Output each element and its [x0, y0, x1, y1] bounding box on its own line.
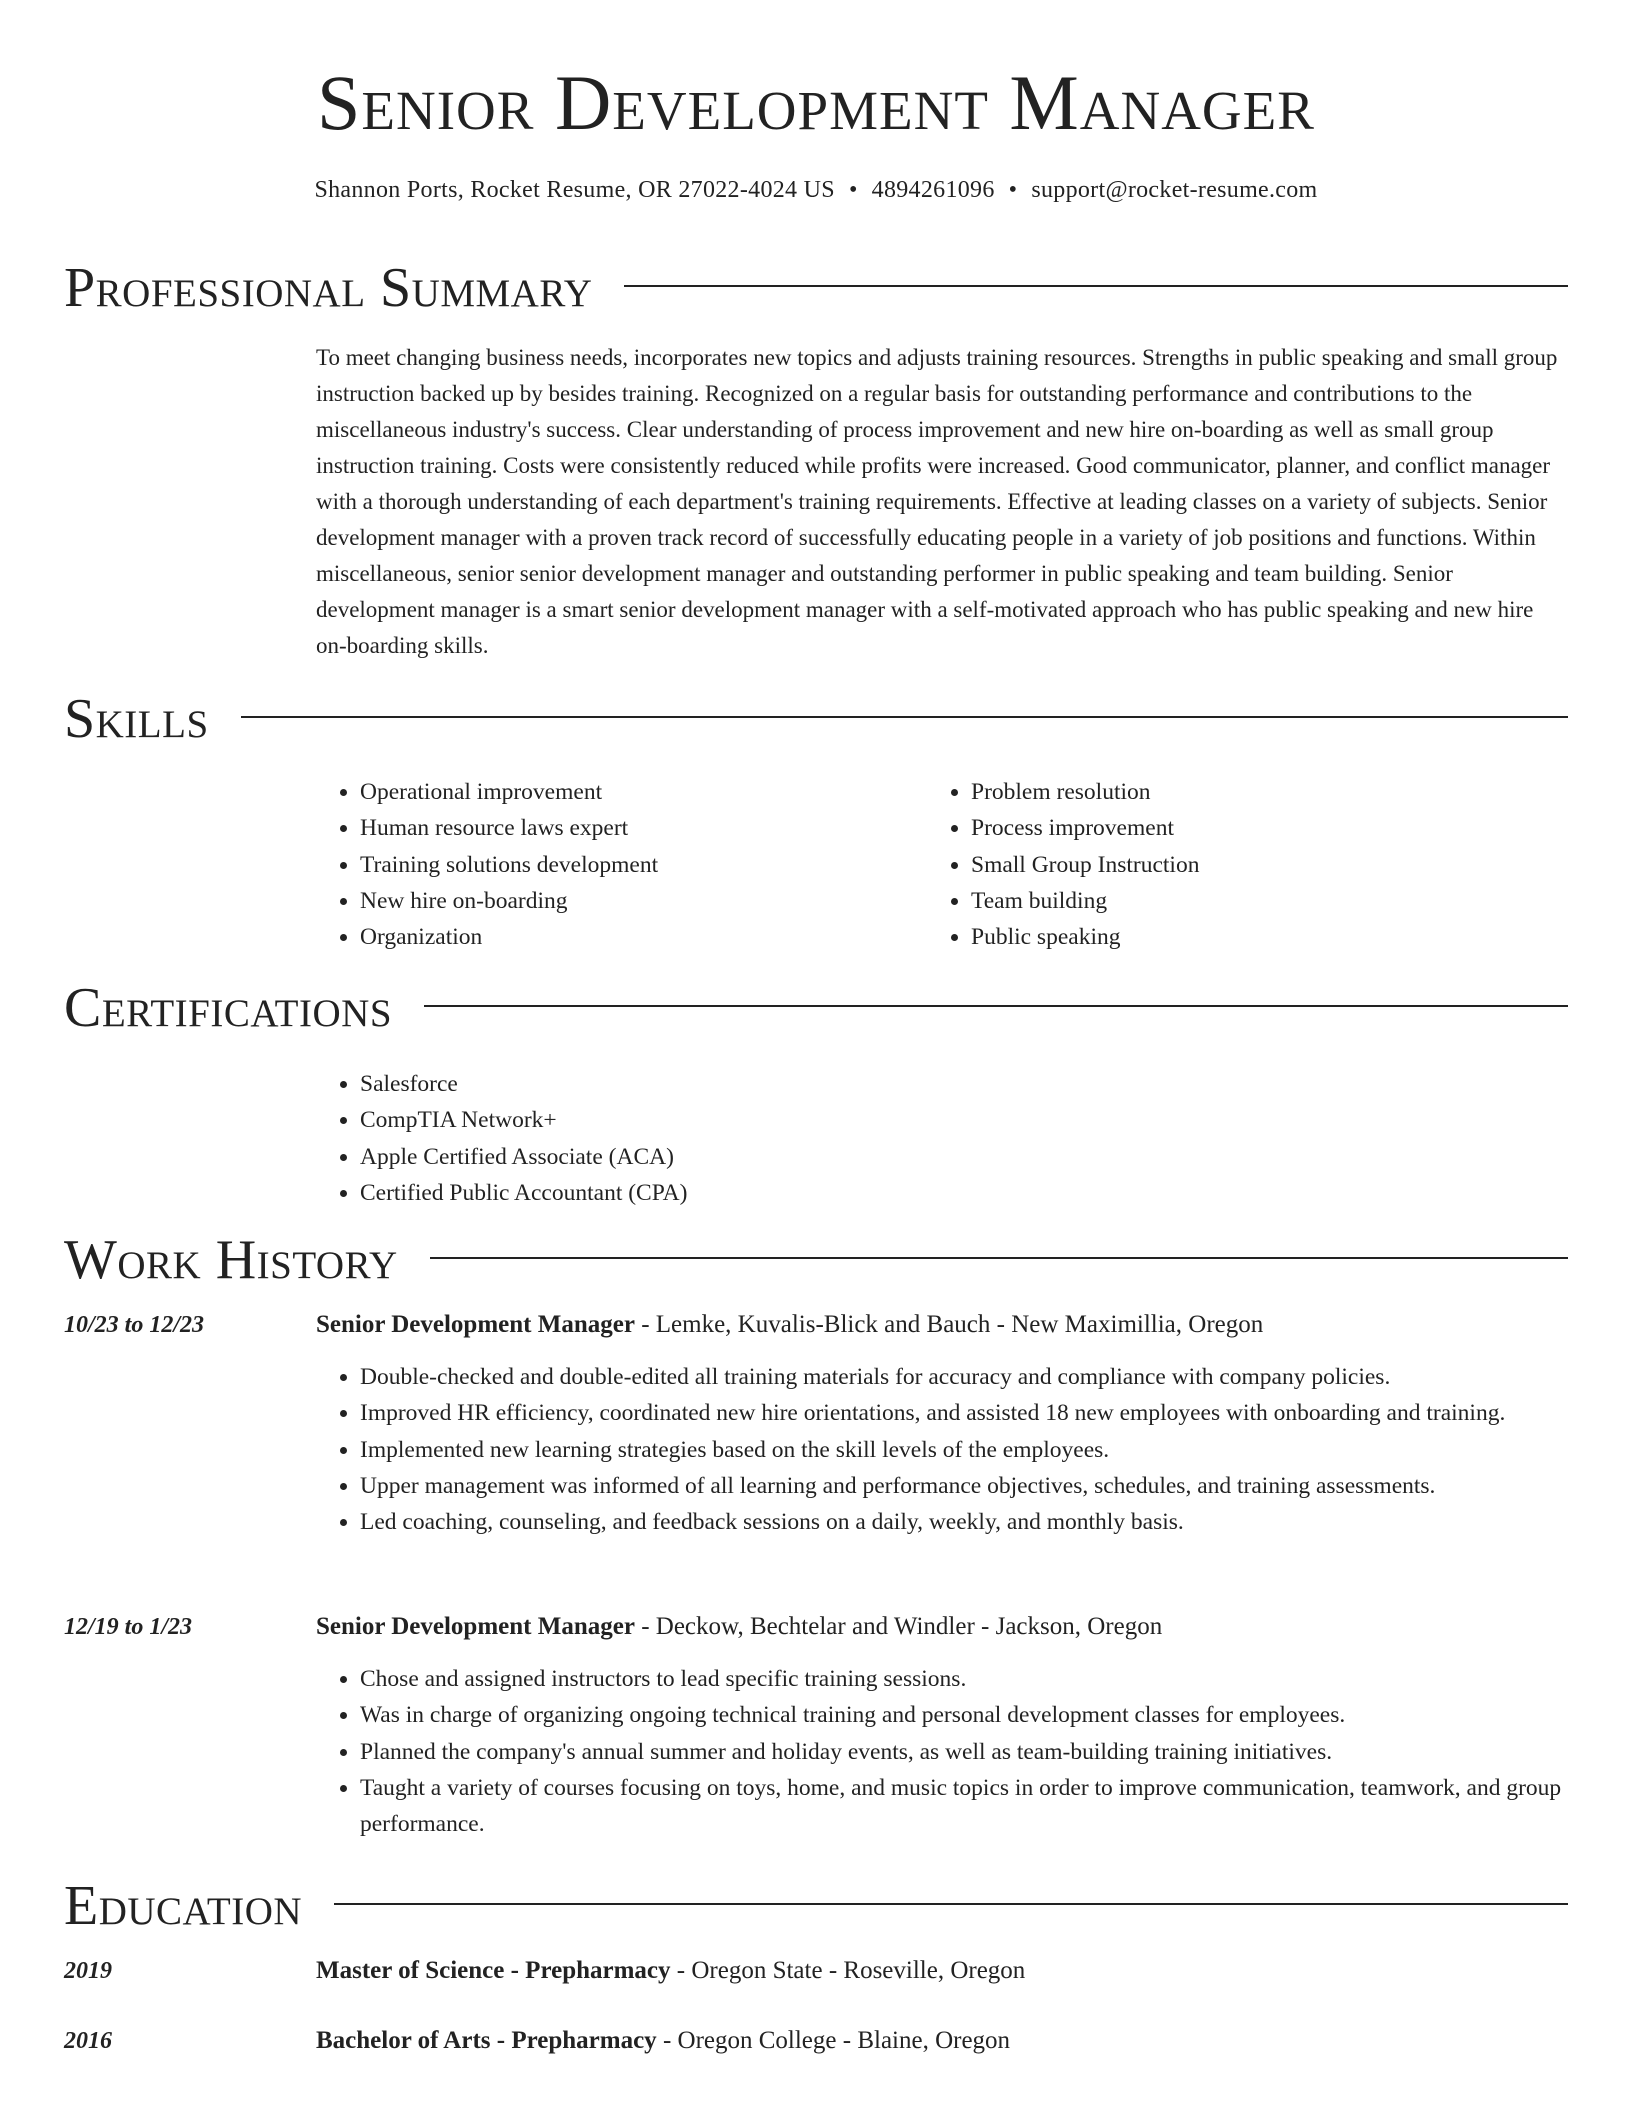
skill-item: • Small Group Instruction — [971, 847, 1487, 883]
section-divider — [430, 1257, 1568, 1259]
section-header-work — [64, 1230, 1568, 1290]
skills-list-right — [927, 774, 1487, 955]
summary-text: To meet changing business needs, incorporates new topics and adjusts training resources. Strengths in public speaking and small group instruction backed up by besides training. Recognized on a regular basis for outstanding performance and contributions to the miscellaneous industry's success. Clear understanding of process improvement and new hire on-boarding as well as small group instruction training. Costs were consistently reduced while profits were increased. Good communicator, planner, and conflict manager with a thorough understanding of each department's training requirements. Effective at leading classes on a variety of subjects. Senior development manager with a proven track record of successfully educating people in a variety of job positions and functions. Within miscellaneous, senior senior development manager and outstanding performer in public speaking and team building. Senior development manager is a smart senior development manager with a self-motivated approach who has public speaking and new hire on-boarding skills. — [316, 345, 1558, 658]
certification-item: • CompTIA Network+ — [360, 1102, 1116, 1138]
education-school-location: - Oregon College - Blaine, Oregon — [656, 2027, 1011, 2054]
section-header-education — [64, 1876, 1568, 1936]
skills-column-left — [316, 774, 876, 955]
job-duty: • Upper management was informed of all learning and performance objectives, schedules, and training assessments. — [360, 1468, 1568, 1504]
certification-item: • Certified Public Accountant (CPA) — [360, 1175, 1116, 1211]
job-duty: • Planned the company's annual summer and holiday events, as well as team-building training initiatives. — [360, 1734, 1568, 1770]
skill-item: • Team building — [971, 883, 1487, 919]
job-heading — [316, 1612, 1568, 1642]
education-entry — [316, 1956, 1568, 1986]
job-duties-list — [316, 1359, 1568, 1540]
skill-item: • Operational improvement — [360, 774, 876, 810]
section-title-education: Education — [64, 1875, 303, 1937]
skill-item: • Organization — [360, 919, 876, 955]
contact-address: Shannon Ports, Rocket Resume, OR 27022-4024 US — [314, 177, 835, 203]
contact-line — [0, 175, 1632, 205]
section-divider — [624, 285, 1568, 287]
skill-item: • Human resource laws expert — [360, 810, 876, 846]
section-header-certifications — [64, 978, 1568, 1038]
job-duty: • Taught a variety of courses focusing on toys, home, and music topics in order to improve communication, teamwork, and group performance. — [360, 1770, 1568, 1843]
job-duty: • Led coaching, counseling, and feedback sessions on a daily, weekly, and monthly basis. — [360, 1504, 1568, 1540]
contact-phone: 4894261096 — [871, 177, 995, 203]
certification-item: • Apple Certified Associate (ACA) — [360, 1139, 1116, 1175]
skills-list-left — [316, 774, 876, 955]
job-dates: 12/19 to 1/23 — [64, 1614, 193, 1640]
job-duty: • Chose and assigned instructors to lead specific training sessions. — [360, 1661, 1568, 1697]
section-divider — [424, 1005, 1568, 1007]
certification-item: • Salesforce — [360, 1066, 1116, 1102]
certifications-list — [316, 1066, 1116, 1211]
job-heading — [316, 1310, 1568, 1340]
section-divider — [334, 1903, 1568, 1905]
section-title-skills: Skills — [64, 688, 209, 750]
skill-item: • Process improvement — [971, 810, 1487, 846]
education-year: 2019 — [64, 1958, 112, 1984]
job-duties — [316, 1359, 1568, 1540]
job-employer-location: - Deckow, Bechtelar and Windler - Jackson, Oregon — [634, 1613, 1163, 1640]
skill-item: • Training solutions development — [360, 847, 876, 883]
section-header-skills — [64, 689, 1568, 749]
job-title: Senior Development Manager — [316, 1613, 635, 1640]
job-duties — [316, 1661, 1568, 1842]
job-duty: • Improved HR efficiency, coordinated new hire orientations, and assisted 18 new employees with onboarding and training. — [360, 1395, 1568, 1431]
education-degree: Bachelor of Arts - Prepharmacy — [316, 2027, 657, 2054]
job-employer-location: - Lemke, Kuvalis-Blick and Bauch - New Maximillia, Oregon — [634, 1311, 1264, 1338]
skills-column-right — [927, 774, 1487, 955]
education-school-location: - Oregon State - Roseville, Oregon — [670, 1957, 1026, 1984]
contact-email[interactable]: support@rocket-resume.com — [1031, 177, 1318, 203]
certifications-block — [316, 1066, 1116, 1211]
section-title-certifications: Certifications — [64, 977, 393, 1039]
section-title-summary: Professional Summary — [64, 257, 593, 319]
section-title-work: Work History — [64, 1229, 398, 1291]
job-dates: 10/23 to 12/23 — [64, 1312, 205, 1338]
job-duty: • Double-checked and double-edited all training materials for accuracy and compliance with company policies. — [360, 1359, 1568, 1395]
resume-name: Senior Development Manager — [317, 59, 1315, 146]
job-duty: • Implemented new learning strategies based on the skill levels of the employees. — [360, 1432, 1568, 1468]
job-duties-list — [316, 1661, 1568, 1842]
contact-separator: • — [848, 177, 858, 203]
skill-item: • Public speaking — [971, 919, 1487, 955]
skill-item: • New hire on-boarding — [360, 883, 876, 919]
job-duty: • Was in charge of organizing ongoing technical training and personal development classes for employees. — [360, 1697, 1568, 1733]
education-entry — [316, 2026, 1568, 2056]
education-degree: Master of Science - Prepharmacy — [316, 1957, 671, 1984]
skill-item: • Problem resolution — [971, 774, 1487, 810]
contact-separator: • — [1008, 177, 1018, 203]
section-header-summary — [64, 258, 1568, 318]
section-divider — [241, 716, 1568, 718]
education-year: 2016 — [64, 2028, 112, 2054]
job-title: Senior Development Manager — [316, 1311, 635, 1338]
